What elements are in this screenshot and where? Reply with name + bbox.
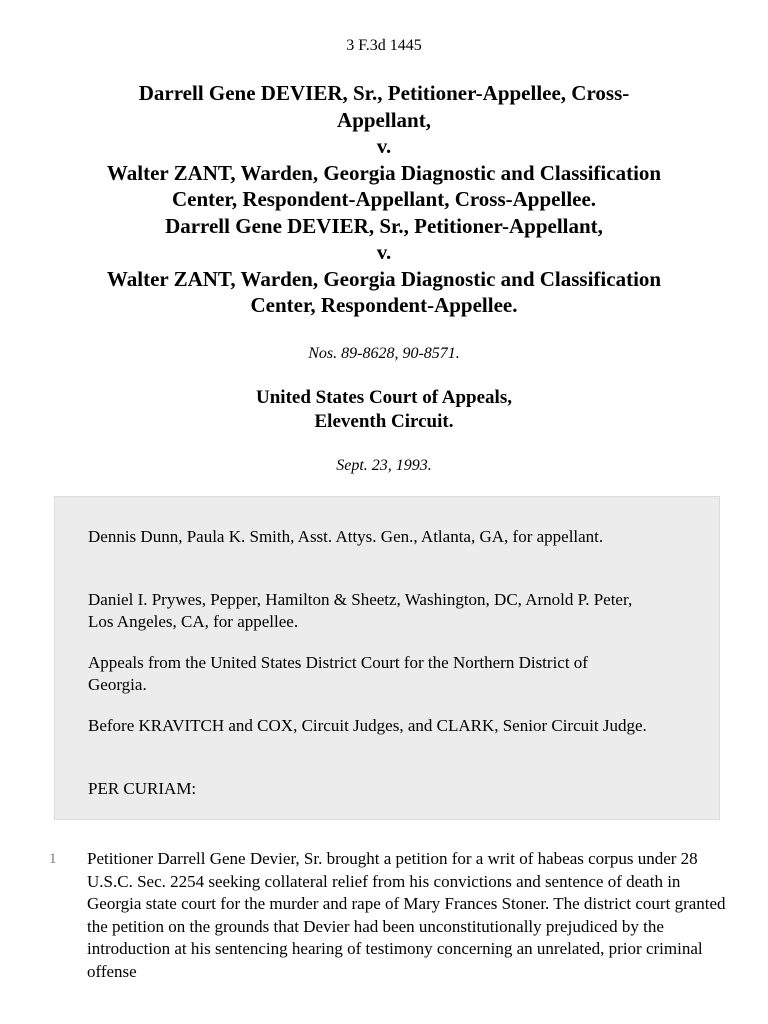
appeal-origin: Appeals from the United States District Court for the Northern District of Georgia. xyxy=(88,653,588,694)
per-curiam-label: PER CURIAM: xyxy=(88,779,197,798)
counsel-appellant: Dennis Dunn, Paula K. Smith, Asst. Attys. Gen., Atlanta, GA, for appellant. xyxy=(88,527,604,546)
docket-numbers: Nos. 89-8628, 90-8571. xyxy=(308,345,460,362)
caption-line: Appellant, xyxy=(337,107,431,132)
caption-line: Darrell Gene DEVIER, Sr., Petitioner-Appellant, xyxy=(165,213,603,238)
caption-line: Walter ZANT, Warden, Georgia Diagnostic and Classification xyxy=(106,160,662,185)
court-name xyxy=(0,386,768,434)
judges-panel: Before KRAVITCH and COX, Circuit Judges, and CLARK, Senior Circuit Judge. xyxy=(88,716,647,735)
citation: 3 F.3d 1445 xyxy=(346,37,422,54)
caption-line: Center, Respondent-Appellant, Cross-Appellee. xyxy=(171,187,597,211)
court-circuit-line: Eleventh Circuit. xyxy=(314,411,454,432)
decision-date: Sept. 23, 1993. xyxy=(336,457,432,474)
caption-line: Walter ZANT, Warden, Georgia Diagnostic and Classification xyxy=(106,266,662,291)
caption-line: v. xyxy=(376,240,392,264)
case-caption xyxy=(40,80,728,319)
counsel-appellee: Daniel I. Prywes, Pepper, Hamilton & Sheetz, Washington, DC, Arnold P. Peter, Los Angeles, CA, for appellee. xyxy=(88,590,633,631)
caption-line: Center, Respondent-Appellee. xyxy=(250,293,518,317)
caption-line: Darrell Gene DEVIER, Sr., Petitioner-Appellee, Cross- xyxy=(138,81,630,105)
court-name-line: United States Court of Appeals, xyxy=(256,387,512,408)
paragraph-number: 1 xyxy=(49,851,57,867)
headnote-box xyxy=(54,496,720,820)
paragraph-text: Petitioner Darrell Gene Devier, Sr. brought a petition for a writ of habeas corpus under 28 U.S.C. Sec. 2254 seeking collateral relief from his convictions and sentence of death in Georgia state court for the murder and rape of Mary Frances Stoner. The district court granted the petition on the grounds that Devier had been unconstitutionally prejudiced by the introduction at his sentencing hearing of testimony concerning an unrelated, prior criminal offense xyxy=(87,849,726,981)
caption-line: v. xyxy=(376,134,392,158)
